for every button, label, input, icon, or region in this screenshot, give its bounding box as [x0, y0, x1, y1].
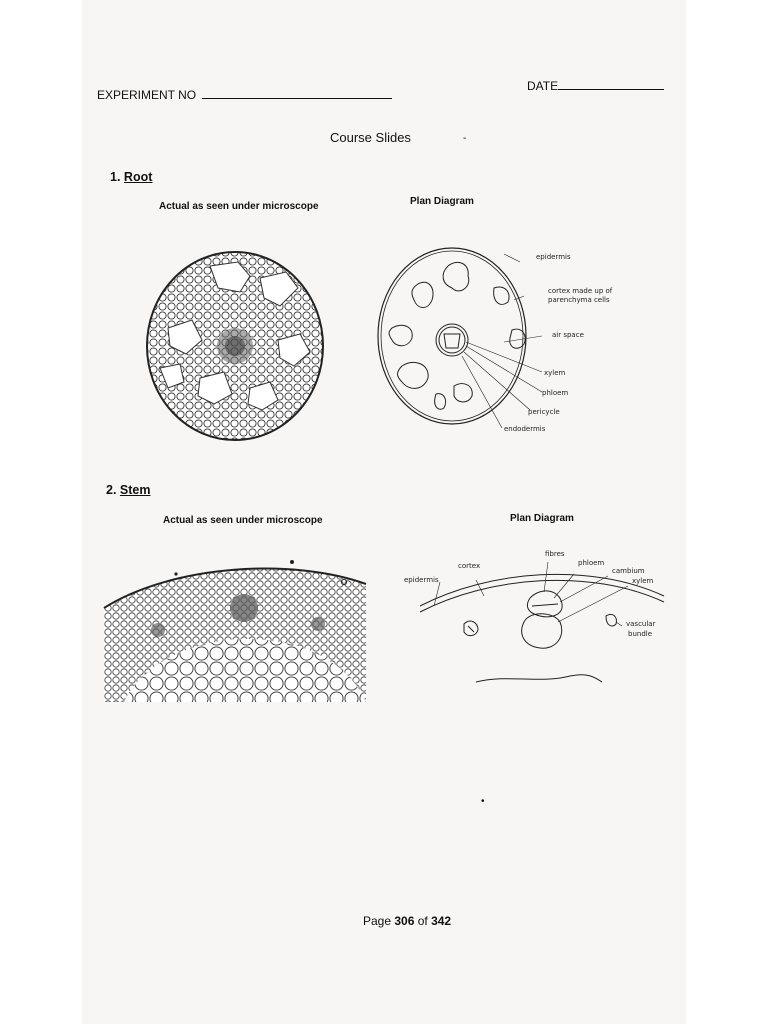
experiment-no-field	[97, 88, 392, 102]
stem-label-phloem: phloem	[578, 559, 605, 567]
experiment-no-line	[202, 98, 392, 99]
page-title: Course Slides	[330, 130, 411, 145]
date-field	[527, 79, 664, 93]
root-plan-caption: Plan Diagram	[410, 196, 474, 207]
root-label-xylem: xylem	[544, 369, 566, 377]
section-stem-number: 2.	[106, 483, 117, 497]
root-micrograph	[140, 248, 330, 444]
page-of: of	[414, 914, 432, 928]
section-root-heading	[110, 170, 152, 184]
stray-dot: •	[481, 796, 485, 807]
root-label-pericycle: pericycle	[528, 408, 560, 416]
section-stem-heading	[106, 483, 151, 497]
date-line	[558, 89, 664, 90]
stem-micrograph	[104, 556, 366, 702]
section-root-title: Root	[123, 170, 153, 184]
page-current: 306	[394, 914, 415, 928]
root-microscope-caption: Actual as seen under microscope	[159, 201, 319, 212]
root-label-phloem: phloem	[542, 389, 569, 397]
section-stem-title: Stem	[119, 483, 151, 497]
stem-label-cambium: cambium	[612, 567, 645, 575]
root-label-epidermis: epidermis	[536, 253, 571, 261]
stem-label-xylem: xylem	[632, 577, 654, 585]
stem-vascular-bundle	[230, 594, 258, 622]
root-label-endodermis: endodermis	[504, 425, 546, 433]
worksheet-page	[82, 0, 686, 1024]
stem-label-fibres: fibres	[545, 550, 565, 558]
root-plan-diagram	[374, 244, 544, 434]
page-number	[363, 914, 451, 928]
page-prefix: Page	[363, 914, 395, 928]
experiment-no-label: EXPERIMENT NO	[97, 88, 197, 102]
stem-microscope-caption: Actual as seen under microscope	[163, 515, 323, 526]
root-label-cortex-2: parenchyma cells	[548, 296, 610, 304]
section-root-number: 1.	[110, 170, 121, 184]
page-total: 342	[431, 914, 452, 928]
root-label-air-space: air space	[552, 331, 584, 339]
stem-label-epidermis: epidermis	[404, 576, 439, 584]
root-label-cortex: cortex made up of	[548, 287, 613, 295]
stem-label-cortex: cortex	[458, 562, 481, 570]
stem-label-vascular: vascular	[626, 620, 656, 628]
stem-label-bundle: bundle	[628, 630, 653, 638]
stray-mark: -	[463, 133, 467, 144]
stem-plan-caption: Plan Diagram	[510, 513, 574, 524]
date-label: DATE	[527, 79, 559, 93]
